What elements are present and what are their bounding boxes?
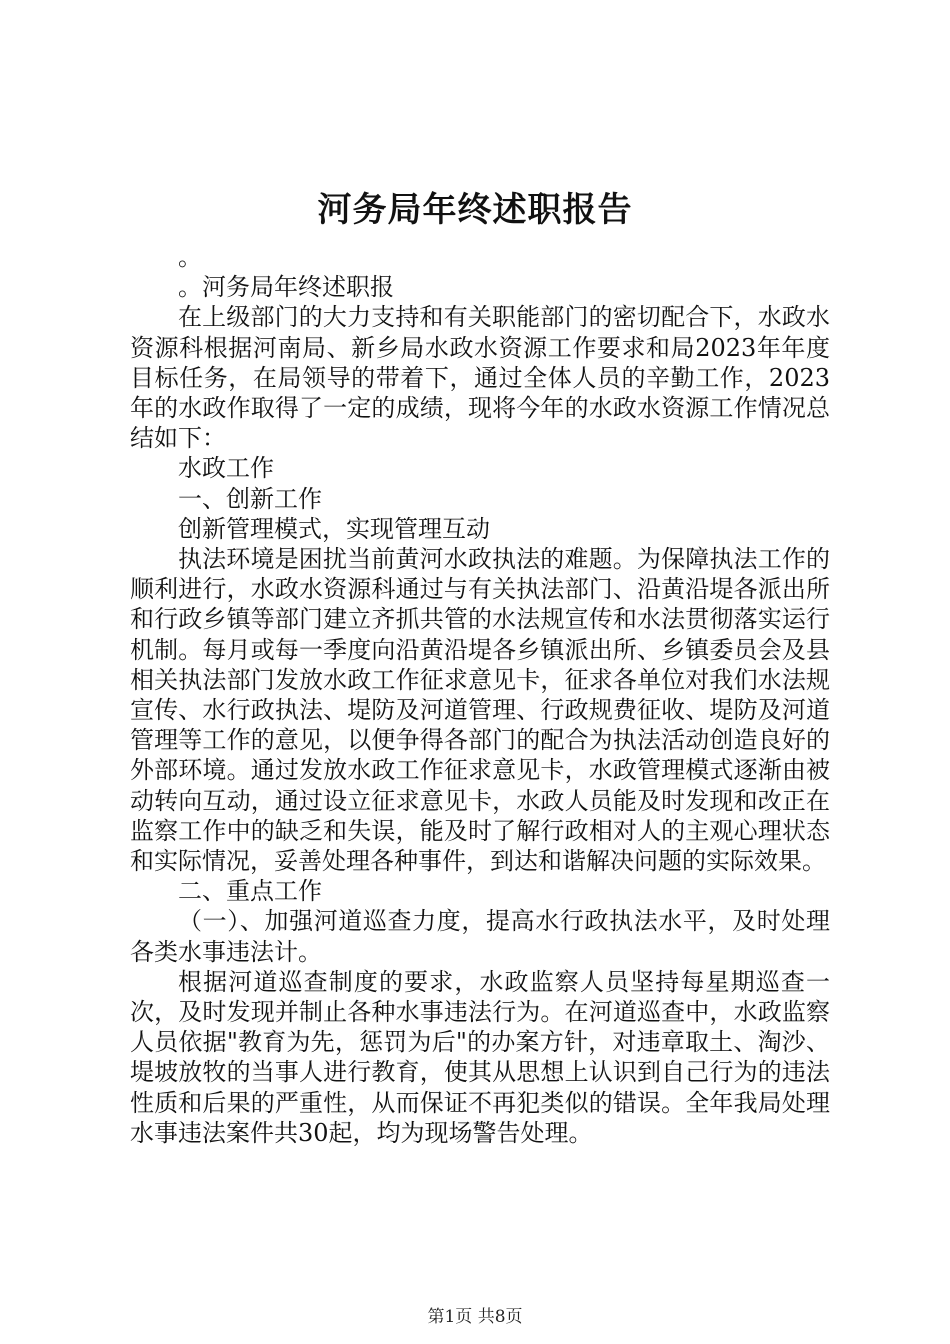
heading-water-admin: 水政工作 <box>178 454 274 483</box>
heading-management-mode: 创新管理模式，实现管理互动 <box>178 514 490 543</box>
paragraph-law-enforcement: 执法环境是困扰当前黄河水政执法的难题。为保障执法工作的顺利进行，水政水资源科通过与有关执法部门、沿黄沿堤各派出所和行政乡镇等部门建立齐抓共管的水法规宣传和水法贯彻落实运行机制。每月或每一季度向沿黄沿堤各乡镇派出所、乡镇委员会及县相关执法部门发放水政工作征求意见卡，征求各单位对我们水法规宣传、水行政执法、堤防及河道管理、行政规费征收、堤防及河道管理等工作的意见，以便争得各部门的配合为执法活动创造良好的外部环境。通过发放水政工作征求意见卡，水政管理模式逐渐由被动转向互动，通过设立征求意见卡，水政人员能及时发现和改正在监察工作中的缺乏和失误，能及时了解行政相对人的主观心理状态和实际情况，妥善处理各种事件，到达和谐解决问题的实际效果。 <box>130 545 830 876</box>
document-title: 河务局年终述职报告 <box>317 190 633 230</box>
heading-key-work: 二、重点工作 <box>178 877 322 906</box>
heading-innovation: 一、创新工作 <box>178 484 322 513</box>
paragraph-dot: 。 <box>178 243 202 271</box>
paragraph-patrol-details: 根据河道巡查制度的要求，水政监察人员坚持每星期巡查一次，及时发现并制止各种水事违法行为。在河道巡查中，水政监察人员依据"教育为先，惩罚为后"的办案方针，对违章取土、淘沙、堤坡放牧的当事人进行教育，使其从思想上认识到自己行为的违法性质和后果的严重性，从而保证不再犯类似的错误。全年我局处理水事违法案件共30起，均为现场警告处理。 <box>130 967 830 1147</box>
page-footer: 第1页 共8页 <box>427 1307 523 1327</box>
paragraph-subtitle: 。河务局年终述职报 <box>178 273 394 302</box>
heading-patrol: （一）、加强河道巡查力度，提高水行政执法水平，及时处理各类水事违法计。 <box>130 907 830 966</box>
paragraph-intro: 在上级部门的大力支持和有关职能部门的密切配合下，水政水资源科根据河南局、新乡局水政水资源工作要求和局2023年年度目标任务，在局领导的带着下，通过全体人员的辛勤工作，2023年的水政作取得了一定的成绩，现将今年的水政水资源工作情况总结如下： <box>130 303 830 453</box>
document-body <box>130 242 830 1148</box>
